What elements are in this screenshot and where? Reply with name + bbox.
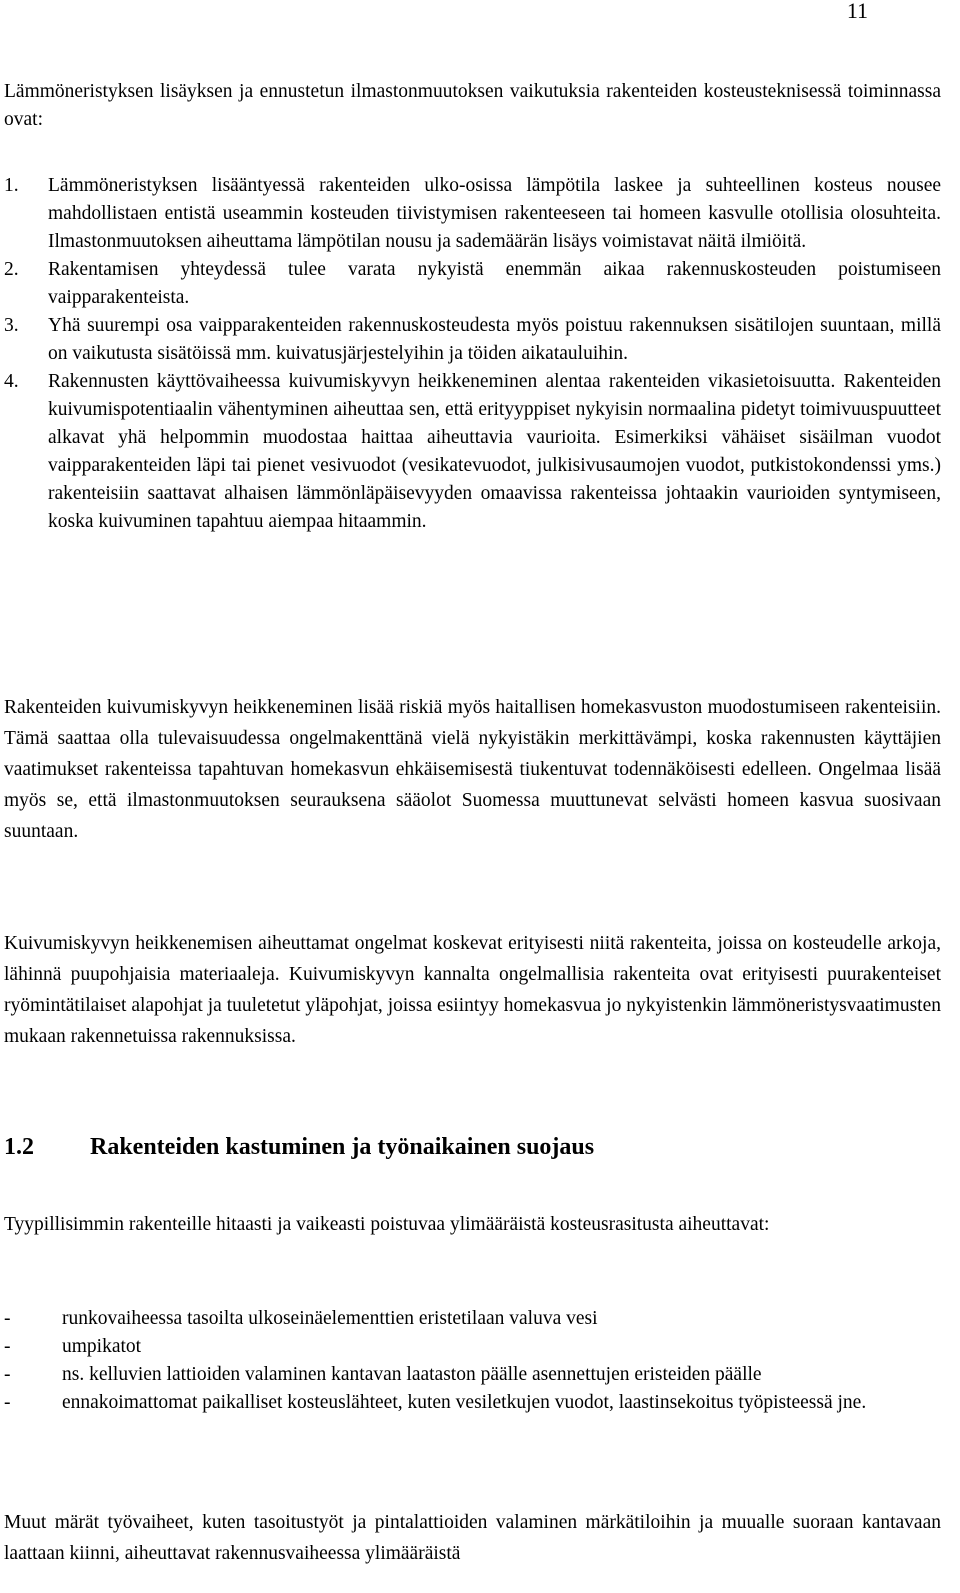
list-item-text: umpikatot — [62, 1336, 142, 1357]
moisture-sources-list — [4, 1305, 941, 1417]
list-item-text: Rakennusten käyttövaiheessa kuivumiskyvyn heikkeneminen alentaa rakenteiden vikasietoisuutta. Rakenteiden kuivumispotentiaalin vähentyminen aiheuttaa sen, että erityyppiset nykyisin normaalina pidetyt toimivuuspuutteet alkavat yhä helpommin muodostaa haittaa aiheuttavia vaurioita. Esimerkiksi vähäiset sisäilman vuodot vaipparakenteiden läpi tai pienet vesivuodot (vesikatevuodot, julkisivusaumojen vuodot, putkistokondenssi yms.) rakenteisiin saattavat alhaisen lämmönläpäisevyyden omaavissa rakenteissa johtaakin vaurioiden syntymiseen, koska kuivuminen tapahtuu aiempaa hitaammin. — [48, 371, 941, 532]
paragraph-typical: Tyypillisimmin rakenteille hitaasti ja vaikeasti poistuvaa ylimääräistä kosteusrasitusta aiheuttavat: — [4, 1214, 770, 1235]
list-item-text: Lämmöneristyksen lisääntyessä rakenteiden ulko-osissa lämpötila laskee ja suhteellinen kosteus nousee mahdollistaen entistä useammin kosteuden tiivistymisen rakenteeseen tai homeen kasvulle otollisia olosuhteita. Ilmastonmuutoksen aiheuttama lämpötilan nousu ja sademäärän lisäys voimistavat näitä ilmiöitä. — [48, 175, 941, 252]
list-item-number: 2. — [4, 259, 19, 280]
effects-list — [4, 172, 941, 536]
list-item-number: 4. — [4, 371, 19, 392]
list-item-text: Yhä suurempi osa vaipparakenteiden rakennuskosteudesta myös poistuu rakennuksen sisätilojen suuntaan, millä on vaikutusta sisätöissä mm. kuivatusjärjestelyihin ja töiden aikatauluihin. — [48, 315, 941, 364]
list-item-number: 1. — [4, 175, 19, 196]
list-item — [4, 256, 941, 312]
list-item — [4, 1389, 941, 1417]
list-item-text: Rakentamisen yhteydessä tulee varata nykyistä enemmän aikaa rakennuskosteuden poistumiseen vaipparakenteista. — [48, 259, 941, 308]
list-item-text: ns. kelluvien lattioiden valaminen kantavan laataston päälle asennettujen eristeiden päälle — [62, 1364, 762, 1385]
list-item-number: 3. — [4, 315, 19, 336]
list-item-text: runkovaiheessa tasoilta ulkoseinäelementtien eristetilaan valuva vesi — [62, 1308, 598, 1329]
list-item — [4, 1305, 941, 1333]
list-item — [4, 368, 941, 536]
paragraph-structures: Kuivumiskyvyn heikkenemisen aiheuttamat ongelmat koskevat erityisesti niitä rakenteita, joissa on kosteudelle arkoja, lähinnä puupohjaisia materiaaleja. Kuivumiskyvyn kannalta ongelmallisia rakenteita ovat erityisesti puurakenteiset ryömintätilaiset alapohjat ja tuuletetut yläpohjat, joissa esiintyy homekasvua jo nykyistenkin lämmöneristysvaatimusten mukaan rakennetuissa rakennuksissa. — [4, 933, 941, 1047]
list-item-text: ennakoimattomat paikalliset kosteuslähteet, kuten vesiletkujen vuodot, laastinsekoitus työpisteessä jne. — [62, 1392, 867, 1413]
list-item — [4, 1333, 941, 1361]
list-bullet: - — [4, 1364, 11, 1385]
paragraph-other-wet-work: Muut märät työvaiheet, kuten tasoitustyöt ja pintalattioiden valaminen märkätiloihin ja muualle suoraan kantavaan laattaan kiinni, aiheuttavat rakennusvaiheessa ylimääräistä — [4, 1512, 941, 1564]
intro-paragraph: Lämmöneristyksen lisäyksen ja ennustetun ilmastonmuutoksen vaikutuksia rakenteiden kosteusteknisessä toiminnassa ovat: — [4, 81, 941, 130]
section-title: Rakenteiden kastuminen ja työnaikainen suojaus — [90, 1134, 595, 1160]
list-bullet: - — [4, 1336, 11, 1357]
list-bullet: - — [4, 1308, 11, 1329]
list-item — [4, 1361, 941, 1389]
section-number: 1.2 — [4, 1134, 34, 1160]
list-item — [4, 312, 941, 368]
list-item — [4, 172, 941, 256]
paragraph-mold-risk: Rakenteiden kuivumiskyvyn heikkeneminen lisää riskiä myös haitallisen homekasvuston muodostumiseen rakenteisiin. Tämä saattaa olla tulevaisuudessa ongelmakenttänä vielä nykyistäkin merkittävämpi, koska rakennusten käyttäjien vaatimukset rakenteissa tapahtuvan homekasvun ehkäisemisestä tiukentuvat todennäköisesti edelleen. Ongelmaa lisää myös se, että ilmastonmuutoksen seurauksena sääolot Suomessa muuttunevat selvästi homeen kasvua suosivaan suuntaan. — [4, 697, 941, 842]
page-number: 11 — [846, 0, 868, 23]
list-bullet: - — [4, 1392, 11, 1413]
section-heading — [4, 1130, 594, 1164]
